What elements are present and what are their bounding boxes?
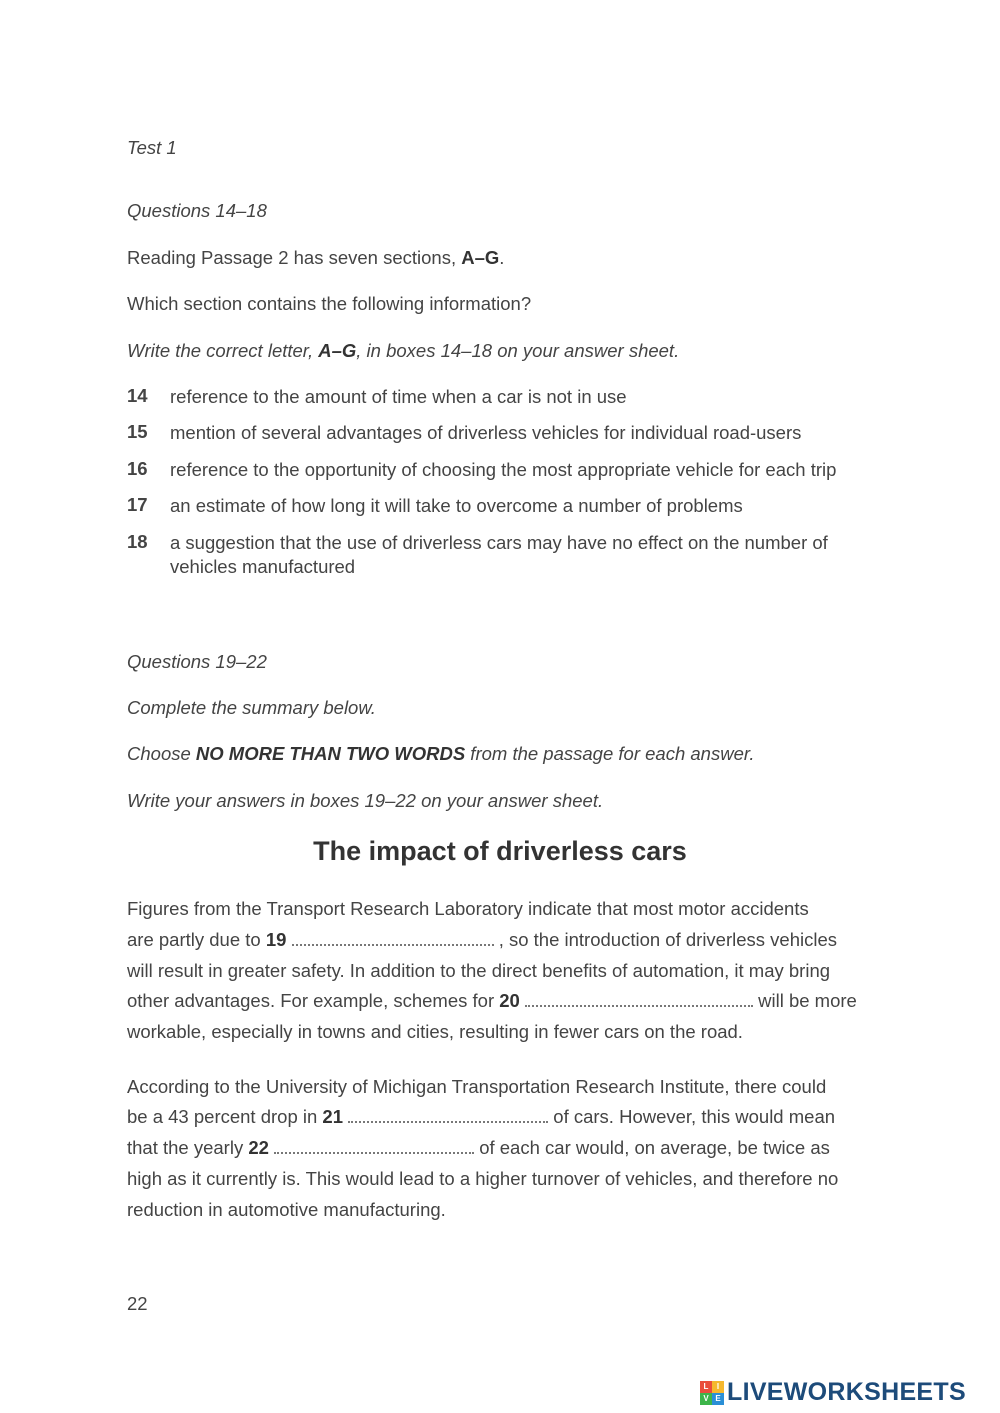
text-line [127,1137,830,1159]
text-segment: of each car would, on average, be twice as [479,1137,830,1158]
gap-number-22: 22 [248,1137,269,1158]
logo-letter: V [700,1393,712,1405]
summary-instruction-3: Write your answers in boxes 19–22 on your answer sheet. [127,790,604,811]
watermark-text: LIVEWORKSHEETS [727,1378,966,1406]
instruction-text: Choose [127,743,196,764]
gap-number-21: 21 [322,1106,343,1127]
question-text: a suggestion that the use of driverless cars may have no effect on the number of vehicles manufactured [170,532,828,577]
intro-range: A–G [461,247,500,268]
instruction-suffix: , in boxes 14–18 on your answer sheet. [356,340,680,361]
intro-suffix: . [499,247,505,268]
page-number: 22 [127,1293,148,1314]
text-line [127,1106,835,1128]
section-intro [127,246,504,270]
question-text: reference to the opportunity of choosing the most appropriate vehicle for each trip [170,459,837,480]
gap-number-20: 20 [499,990,520,1011]
question-number: 15 [127,421,148,442]
instruction-text: Write the correct letter, [127,340,319,361]
text-line: will result in greater safety. In addition to the direct benefits of automation, it may bring [127,960,831,981]
text-segment: other advantages. For example, schemes for [127,990,500,1011]
answer-gap-22[interactable] [274,1138,474,1154]
text-line: According to the University of Michigan Transportation Research Institute, there could [127,1076,827,1097]
text-segment: be a 43 percent drop in [127,1106,323,1127]
text-line [127,990,857,1012]
test-label: Test 1 [127,137,177,158]
question-text: reference to the amount of time when a car is not in use [170,386,627,407]
text-segment: that the yearly [127,1137,249,1158]
text-line: high as it currently is. This would lead to a higher turnover of vehicles, and therefore no [127,1168,839,1189]
liveworksheets-logo-icon [700,1381,724,1405]
text-segment: are partly due to [127,929,266,950]
logo-letter: L [700,1381,712,1393]
section-instruction [127,339,679,363]
section-question: Which section contains the following information? [127,293,532,314]
text-line: Figures from the Transport Research Laboratory indicate that most motor accidents [127,898,809,919]
text-line [127,929,837,951]
question-number: 18 [127,531,148,552]
question-text: an estimate of how long it will take to overcome a number of problems [170,495,743,516]
instruction-suffix: from the passage for each answer. [465,743,755,764]
section-heading-14-18: Questions 14–18 [127,200,267,221]
section-heading-19-22: Questions 19–22 [127,651,267,672]
intro-text: Reading Passage 2 has seven sections, [127,247,462,268]
question-number: 16 [127,458,148,479]
question-number: 14 [127,385,148,406]
summary-instruction-1: Complete the summary below. [127,697,376,718]
answer-gap-21[interactable] [348,1107,548,1123]
word-limit: NO MORE THAN TWO WORDS [195,743,466,764]
summary-instruction-2 [127,742,754,766]
question-number: 17 [127,494,148,515]
liveworksheets-watermark [700,1378,966,1407]
text-line: workable, especially in towns and cities, resulting in fewer cars on the road. [127,1021,743,1042]
instruction-range: A–G [318,340,357,361]
question-text: mention of several advantages of driverless vehicles for individual road-users [170,422,802,443]
text-segment: will be more [758,990,857,1011]
logo-letter: I [712,1381,724,1393]
text-line: reduction in automotive manufacturing. [127,1199,446,1220]
logo-letter: E [712,1393,724,1405]
text-segment: of cars. However, this would mean [553,1106,836,1127]
answer-gap-20[interactable] [525,991,753,1007]
answer-gap-19[interactable] [292,930,494,946]
gap-number-19: 19 [265,929,287,950]
text-segment: , so the introduction of driverless vehicles [498,929,838,950]
summary-title: The impact of driverless cars [313,836,687,866]
